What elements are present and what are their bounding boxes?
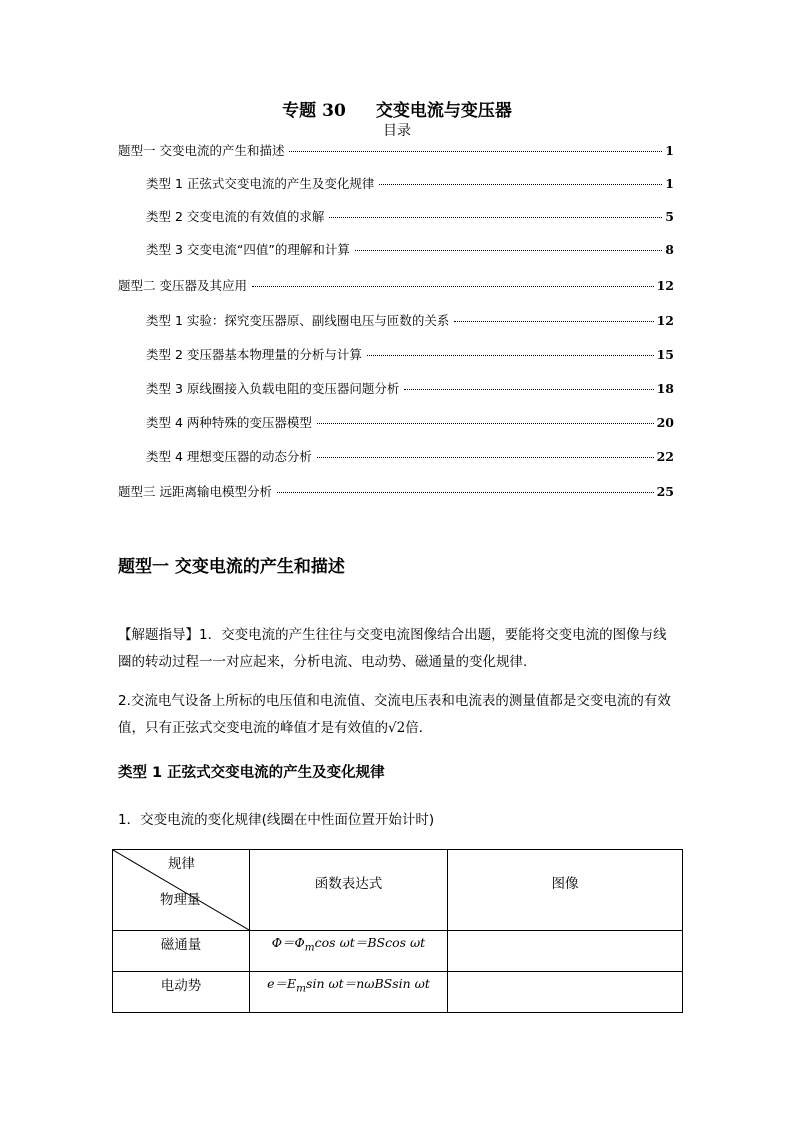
toc-page-number: 1 (665, 143, 674, 158)
formula-flux: $\Phi=\Phi_m\cos$ ωt＝BScos ωt (271, 935, 426, 954)
formula-emf: $e=E_m\sin$ ωt＝nωBSsin ωt (267, 976, 430, 995)
guide-paragraph-2 (118, 688, 678, 742)
toc-leader-dots (454, 321, 653, 322)
toc-entry-label: 类型 1 实验：探究变压器原、副线圈电压与匝数的关系 (146, 313, 450, 328)
guide-text-a: 2.交流电气设备上所标的电压值和电流值、交流电压表和电流表的测量值都是交变电流的有效值，只有正弦式交变电流的峰值才是有效值的 (118, 693, 671, 736)
toc-entry-label: 题型二 变压器及其应用 (118, 278, 247, 293)
header-formula: 函数表达式 (250, 850, 448, 931)
title-number: 30 (322, 101, 346, 121)
quantity-cell: 磁通量 (113, 931, 250, 972)
toc-heading: 目录 (383, 123, 411, 139)
toc-entry[interactable] (118, 141, 674, 159)
toc-entry-label: 类型 4 理想变压器的动态分析 (146, 449, 312, 464)
guide-paragraph-1: 【解题指导】1．交变电流的产生往往与交变电流图像结合出题，要能将交变电流的图像与线圈的转动过程一一对应起来，分析电流、电动势、磁通量的变化规律. (118, 627, 667, 670)
toc-entry-label: 类型 1 正弦式交变电流的产生及变化规律 (146, 176, 375, 191)
formula-cell (250, 972, 448, 1013)
image-cell (448, 972, 683, 1013)
title-prefix: 专题 (282, 101, 317, 121)
guide-text-b: 倍． (405, 720, 433, 736)
image-cell (448, 931, 683, 972)
toc-entry-label: 题型三 远距离输电模型分析 (118, 484, 272, 499)
toc-page-number: 1 (665, 176, 674, 191)
quantity-cell: 电动势 (113, 972, 250, 1013)
toc-leader-dots (252, 286, 654, 287)
toc-entry[interactable] (146, 311, 674, 329)
toc-page-number: 5 (665, 209, 674, 224)
toc-leader-dots (277, 492, 654, 493)
toc-page-number: 12 (656, 278, 674, 293)
toc-entry[interactable] (146, 413, 674, 431)
toc-leader-dots (355, 250, 662, 251)
toc-leader-dots (329, 217, 662, 218)
subsection-heading: 类型 1 正弦式交变电流的产生及变化规律 (118, 765, 385, 781)
toc-page-number: 18 (656, 381, 674, 396)
toc-page-number: 12 (656, 313, 674, 328)
table-header-row (113, 850, 683, 931)
toc-entry-label: 类型 4 两种特殊的变压器模型 (146, 415, 312, 430)
header-quantity: 物理量 (160, 892, 201, 908)
diagonal-header-cell (113, 850, 250, 931)
header-image: 图像 (448, 850, 683, 931)
toc-leader-dots (317, 457, 654, 458)
document-title (0, 96, 794, 121)
toc-page-number: 15 (656, 347, 674, 362)
list-item: 1．交变电流的变化规律(线圈在中性面位置开始计时) (118, 812, 435, 828)
toc-entry[interactable] (146, 379, 674, 397)
toc-entry-label: 类型 2 变压器基本物理量的分析与计算 (146, 347, 362, 362)
toc-entry-label: 类型 2 交变电流的有效值的求解 (146, 209, 325, 224)
toc-entry-label: 类型 3 原线圈接入负载电阻的变压器问题分析 (146, 381, 400, 396)
toc-page-number: 25 (656, 484, 674, 499)
toc-entry-label: 题型一 交变电流的产生和描述 (118, 143, 285, 158)
formula-cell (250, 931, 448, 972)
title-text: 交变电流与变压器 (375, 101, 512, 121)
toc-page-number: 22 (656, 449, 674, 464)
toc-leader-dots (404, 389, 653, 390)
sqrt-two: √2 (388, 720, 406, 736)
toc-entry[interactable] (118, 276, 674, 294)
toc-leader-dots (317, 423, 654, 424)
toc-entry[interactable] (146, 207, 674, 225)
toc-page-number: 8 (665, 242, 674, 257)
toc-page-number: 20 (656, 415, 674, 430)
header-rule: 规律 (168, 856, 195, 872)
law-table (112, 849, 683, 1013)
toc-leader-dots (379, 184, 662, 185)
toc-entry[interactable] (118, 482, 674, 500)
toc-entry[interactable] (146, 447, 674, 465)
toc-entry[interactable] (146, 174, 674, 192)
toc-leader-dots (367, 355, 654, 356)
toc-entry-label: 类型 3 交变电流“四值”的理解和计算 (146, 242, 350, 257)
table-row (113, 972, 683, 1013)
toc-leader-dots (289, 151, 662, 152)
toc-entry[interactable] (146, 345, 674, 363)
toc-entry[interactable] (146, 240, 674, 258)
table-row (113, 931, 683, 972)
section-heading: 题型一 交变电流的产生和描述 (118, 557, 345, 577)
